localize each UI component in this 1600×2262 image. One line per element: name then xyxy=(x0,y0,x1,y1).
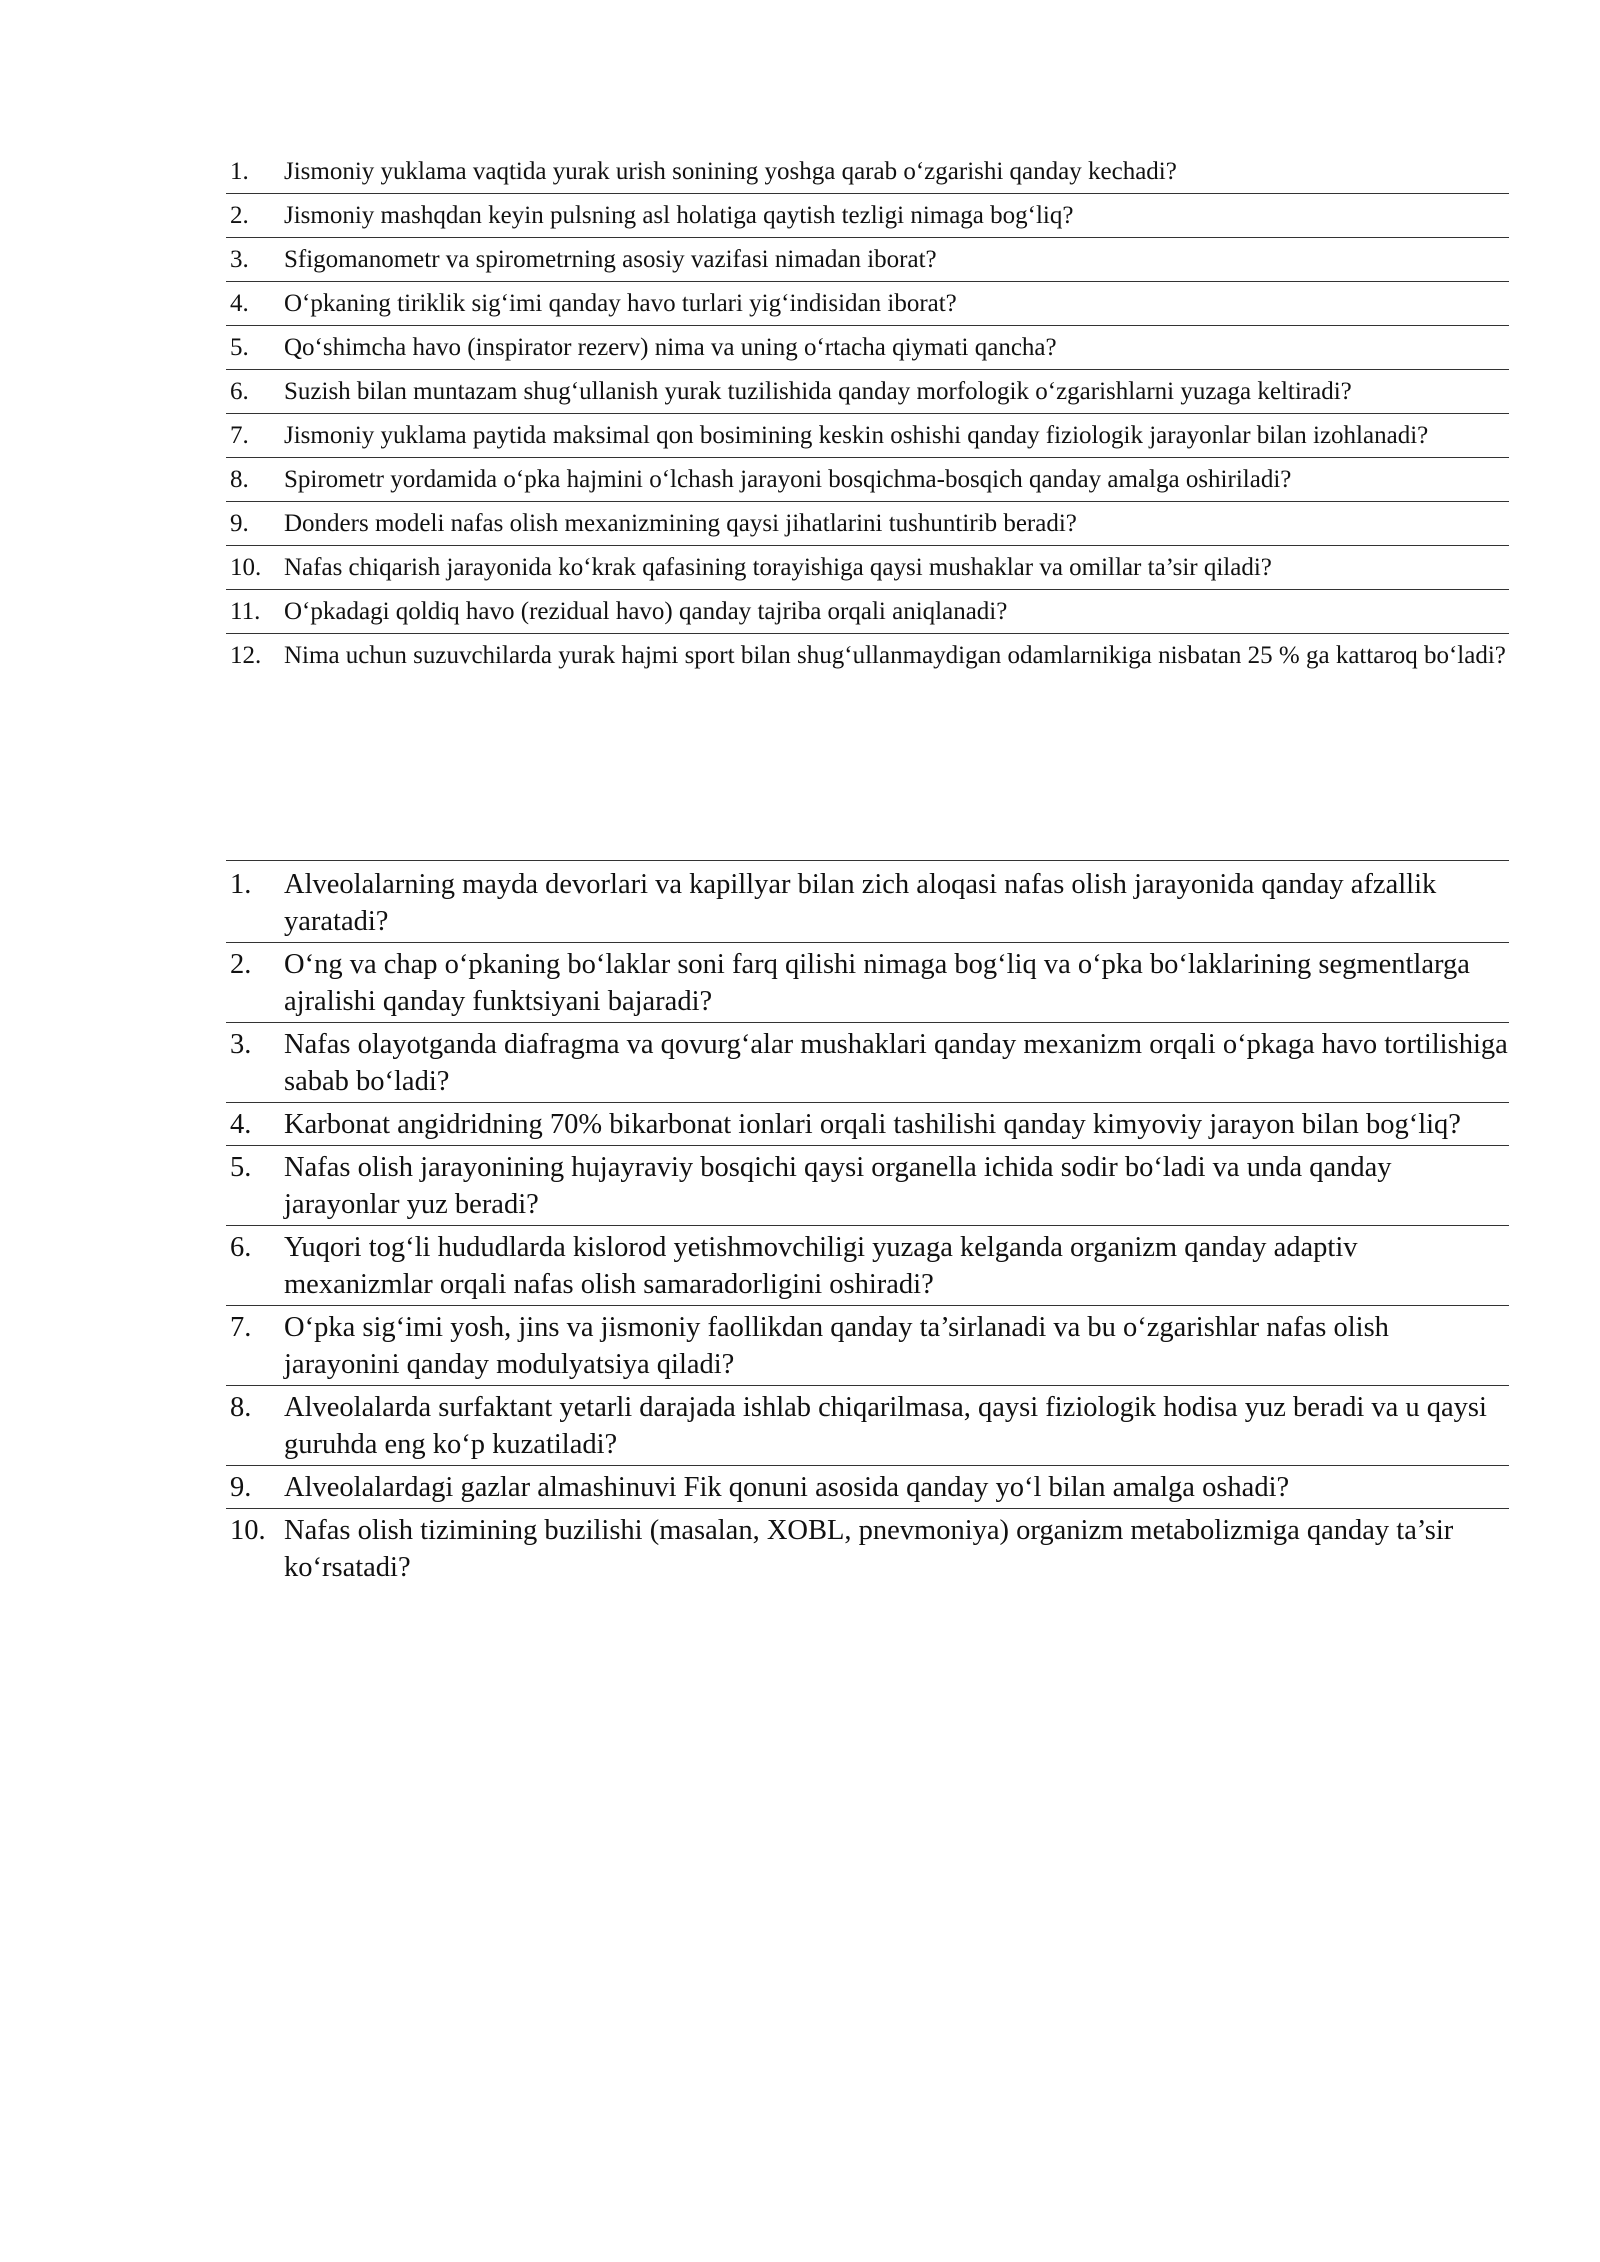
question-text: O‘pkaning tiriklik sig‘imi qanday havo turlari yig‘indisidan iborat? xyxy=(284,290,957,317)
question-number: 4. xyxy=(230,290,249,317)
question-number: 11. xyxy=(230,598,261,625)
question-item xyxy=(226,282,1509,326)
question-text: Nafas chiqarish jarayonida ko‘krak qafasining torayishiga qaysi mushaklar va omillar ta’sir qiladi? xyxy=(284,554,1272,581)
question-text: Nafas olish tizimining buzilishi (masalan, XOBL, pnevmoniya) organizm metabolizmiga qanday ta’sir ko‘rsatadi? xyxy=(284,1515,1454,1583)
question-text: Nafas olayotganda diafragma va qovurg‘alar mushaklari qanday mexanizm orqali o‘pkaga havo tortilishiga sabab bo‘ladi? xyxy=(284,1029,1508,1097)
question-text: Nafas olish jarayonining hujayraviy bosqichi qaysi organella ichida sodir bo‘ladi va unda qanday jarayonlar yuz beradi? xyxy=(284,1152,1392,1220)
question-text: Nima uchun suzuvchilarda yurak hajmi sport bilan shug‘ullanmaydigan odamlarnikiga nisbatan 25 % ga kattaroq bo‘ladi? xyxy=(284,642,1506,669)
question-item xyxy=(226,326,1509,370)
question-number: 9. xyxy=(230,510,249,537)
question-item xyxy=(226,1146,1509,1226)
question-item xyxy=(226,1509,1509,1588)
question-text: Sfigomanometr va spirometrning asosiy vazifasi nimadan iborat? xyxy=(284,246,937,273)
question-number: 3. xyxy=(230,246,249,273)
question-number: 1. xyxy=(230,869,252,900)
question-item xyxy=(226,943,1509,1023)
question-text: O‘pka sig‘imi yosh, jins va jismoniy faollikdan qanday ta’sirlanadi va bu o‘zgarishlar nafas olish jarayonini qanday modulyatsiya qiladi? xyxy=(284,1312,1389,1380)
question-number: 9. xyxy=(230,1472,252,1503)
question-number: 7. xyxy=(230,1312,252,1343)
question-list-1 xyxy=(226,150,1509,677)
question-text: Alveolalarda surfaktant yetarli darajada ishlab chiqarilmasa, qaysi fiziologik hodisa yuz beradi va u qaysi guruhda eng ko‘p kuzatiladi? xyxy=(284,1392,1487,1460)
question-number: 6. xyxy=(230,378,249,405)
question-item xyxy=(226,238,1509,282)
question-text: Karbonat angidridning 70% bikarbonat ionlari orqali tashilishi qanday kimyoviy jarayon bilan bog‘liq? xyxy=(284,1109,1461,1140)
question-item xyxy=(226,1386,1509,1466)
question-item xyxy=(226,370,1509,414)
question-item xyxy=(226,1226,1509,1306)
question-text: Alveolalardagi gazlar almashinuvi Fik qonuni asosida qanday yo‘l bilan amalga oshadi? xyxy=(284,1472,1290,1503)
question-number: 5. xyxy=(230,334,249,361)
question-number: 8. xyxy=(230,466,249,493)
question-text: Jismoniy yuklama vaqtida yurak urish sonining yoshga qarab o‘zgarishi qanday kechadi? xyxy=(284,158,1177,185)
question-text: Yuqori tog‘li hududlarda kislorod yetishmovchiligi yuzaga kelganda organizm qanday adaptiv mexanizmlar orqali nafas olish samaradorligini oshiradi? xyxy=(284,1232,1358,1300)
question-item xyxy=(226,634,1509,677)
question-number: 4. xyxy=(230,1109,252,1140)
question-number: 7. xyxy=(230,422,249,449)
question-item xyxy=(226,150,1509,194)
question-item xyxy=(226,1103,1509,1146)
question-number: 1. xyxy=(230,158,249,185)
question-text: Spirometr yordamida o‘pka hajmini o‘lchash jarayoni bosqichma-bosqich qanday amalga oshiriladi? xyxy=(284,466,1292,493)
question-text: Alveolalarning mayda devorlari va kapillyar bilan zich aloqasi nafas olish jarayonida qanday afzallik yaratadi? xyxy=(284,869,1437,937)
question-item xyxy=(226,546,1509,590)
question-number: 12. xyxy=(230,642,262,669)
question-item xyxy=(226,590,1509,634)
question-number: 2. xyxy=(230,949,252,980)
question-text: Jismoniy yuklama paytida maksimal qon bosimining keskin oshishi qanday fiziologik jarayonlar bilan izohlanadi? xyxy=(284,422,1429,449)
question-number: 2. xyxy=(230,202,249,229)
question-item xyxy=(226,1466,1509,1509)
question-number: 10. xyxy=(230,554,262,581)
question-number: 10. xyxy=(230,1515,266,1546)
section-divider xyxy=(226,860,1509,861)
question-text: O‘pkadagi qoldiq havo (rezidual havo) qanday tajriba orqali aniqlanadi? xyxy=(284,598,1008,625)
question-item xyxy=(226,502,1509,546)
question-list-2 xyxy=(226,863,1509,1588)
question-text: Jismoniy mashqdan keyin pulsning asl holatiga qaytish tezligi nimaga bog‘liq? xyxy=(284,202,1074,229)
question-item xyxy=(226,863,1509,943)
question-item xyxy=(226,1306,1509,1386)
question-text: Suzish bilan muntazam shug‘ullanish yurak tuzilishida qanday morfologik o‘zgarishlarni yuzaga keltiradi? xyxy=(284,378,1352,405)
question-item xyxy=(226,1023,1509,1103)
question-text: O‘ng va chap o‘pkaning bo‘laklar soni farq qilishi nimaga bog‘liq va o‘pka bo‘laklarining segmentlarga ajralishi qanday funktsiyani bajaradi? xyxy=(284,949,1470,1017)
question-number: 5. xyxy=(230,1152,252,1183)
question-number: 6. xyxy=(230,1232,252,1263)
question-item xyxy=(226,458,1509,502)
question-item xyxy=(226,414,1509,458)
question-number: 8. xyxy=(230,1392,252,1423)
question-number: 3. xyxy=(230,1029,252,1060)
question-text: Donders modeli nafas olish mexanizmining qaysi jihatlarini tushuntirib beradi? xyxy=(284,510,1077,537)
question-item xyxy=(226,194,1509,238)
question-text: Qo‘shimcha havo (inspirator rezerv) nima va uning o‘rtacha qiymati qancha? xyxy=(284,334,1057,361)
